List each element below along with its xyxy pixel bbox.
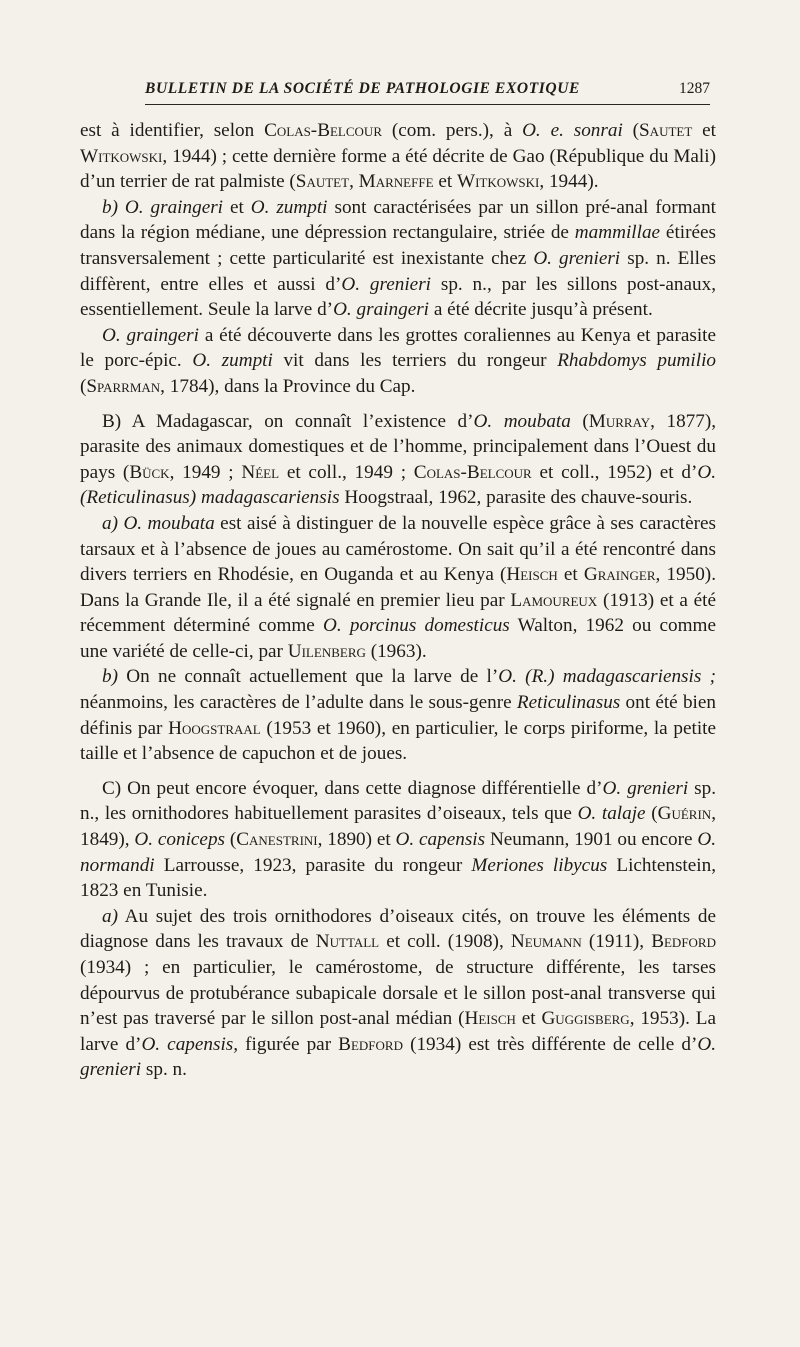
text-run: et	[433, 171, 457, 193]
running-head	[145, 80, 710, 98]
text-run: (1963).	[365, 640, 427, 662]
text-run: , 1949 ;	[169, 461, 242, 483]
text-run: et	[223, 196, 251, 218]
text-run: sp. n., par les sillons post-anaux, essentiellement. Seule la larve d’	[80, 273, 716, 321]
text-run: ont été bien définis par	[80, 692, 716, 739]
text-run: Walton, 1962 ou comme une variété de celle-ci, par	[80, 615, 716, 662]
text-run: Hoogstraal, 1962, parasite des chauve-souris.	[339, 487, 693, 509]
text-run: , 1950). Dans la Grande Ile, il a été signalé en premier lieu par	[80, 564, 716, 611]
author-name: Uilenberg	[287, 640, 366, 662]
text-run: , 1877), parasite des animaux domestiques et de l’homme, principalement dans l’Ouest du pays (	[80, 410, 717, 483]
text-run: figurée par	[238, 1033, 339, 1055]
italic-term: O. (R.) madagascariensis ;	[498, 666, 716, 688]
paragraph	[80, 195, 716, 323]
author-name: Grainger	[583, 564, 656, 586]
italic-term: O. moubata	[473, 410, 571, 432]
author-name: Sautet	[639, 120, 693, 141]
author-name: Guérin	[657, 803, 712, 825]
italic-term: Rhabdomys pumilio	[557, 350, 716, 372]
text-run: , 1784), dans la Province du Cap.	[160, 375, 416, 397]
italic-term: O. normandi	[80, 829, 716, 876]
italic-term: O. coniceps	[134, 829, 226, 851]
italic-term: a) O. moubata	[102, 512, 215, 534]
italic-term: b)	[102, 666, 118, 688]
text-run: (	[80, 375, 87, 397]
text-run: est à identifier, selon	[80, 120, 265, 141]
text-run: Au sujet des trois ornithodores d’oiseaux cités, on trouve les éléments de diagnose dans les travaux de	[80, 905, 716, 953]
text-run: vit dans les terriers du rongeur	[272, 350, 558, 372]
text-run: a été découverte dans les grottes coraliennes au Kenya et parasite le porc-épic.	[80, 324, 717, 372]
italic-term: O. talaje	[577, 803, 646, 825]
author-name: Murray	[588, 410, 651, 432]
author-name: Lamoureux	[510, 589, 598, 611]
text-run: , 1944) ; cette dernière forme a été décrite de Gao (République du Mali) d’un terrier de rat palmiste (	[80, 145, 716, 193]
text-run: (1934) est très différente de celle d’	[402, 1033, 698, 1055]
author-name: Colas-Belcour	[413, 461, 532, 483]
paragraph	[80, 904, 716, 1083]
author-name: Hoogstraal	[168, 717, 261, 739]
text-run: (1911),	[581, 931, 652, 953]
text-run: sont caractérisées par un sillon pré-anal formant dans la région médiane, une dépression rectangulaire, striée de	[80, 196, 717, 244]
journal-title: BULLETIN DE LA SOCIÉTÉ DE PATHOLOGIE EXOTIQUE	[145, 80, 580, 97]
author-name: Sautet	[295, 171, 350, 193]
author-name: Guggisberg	[541, 1008, 630, 1030]
text-run: et	[557, 564, 584, 586]
italic-term: O. e. sonrai	[522, 120, 623, 141]
page-number: 1287	[679, 80, 710, 97]
italic-term: O. zumpti	[250, 196, 328, 218]
italic-term: O. grenieri	[341, 273, 432, 295]
author-name: Bedford	[651, 931, 716, 953]
italic-term: Meriones libycus	[471, 854, 608, 876]
author-name: Nuttall	[315, 931, 380, 953]
text-run: est aisé à distinguer de la nouvelle espèce grâce à ses caractères tarsaux et à l’absence de joues au camérostome. On sait qu’il a été rencontré dans divers terriers en Rhodésie, en Ouganda et au Kenya (	[80, 512, 716, 586]
italic-term: O. porcinus domesticus	[323, 615, 510, 637]
text-run: (1913) et a été récemment déterminé comme	[80, 589, 716, 637]
italic-term: b) O. graingeri	[102, 196, 224, 218]
text-run: et coll., 1952) et d’	[531, 461, 698, 483]
italic-term: a)	[102, 905, 118, 927]
text-run: (	[225, 829, 237, 851]
text-run: (	[622, 120, 640, 141]
text-run: , 1849),	[80, 803, 716, 851]
text-run: Neumann, 1901 ou encore	[485, 829, 698, 851]
text-run: Lichtenstein, 1823 en Tunisie.	[80, 854, 716, 902]
text-run: et coll., 1949 ;	[279, 461, 414, 483]
paragraph	[80, 409, 716, 511]
author-name: Néel	[241, 461, 280, 483]
author-name: Heisch	[464, 1008, 516, 1030]
author-name: Witkowski	[80, 145, 163, 167]
paragraph	[80, 511, 716, 665]
text-run: C) On peut encore évoquer, dans cette diagnose différentielle d’	[102, 777, 603, 799]
italic-term: O. zumpti	[192, 350, 273, 372]
paragraph	[80, 118, 716, 195]
italic-term: O. (Reticulinasus) madagascariensis	[80, 461, 717, 509]
italic-term: O. grenieri	[602, 777, 689, 799]
italic-term: O. capensis,	[141, 1033, 239, 1055]
text-run: B) A Madagascar, on connaît l’existence d’	[102, 410, 474, 432]
text-run: sp. n. Elles diffèrent, entre elles et aussi d’	[80, 247, 716, 295]
italic-term: Reticulinasus	[516, 692, 621, 714]
text-run: sp. n., les ornithodores habituellement parasites d’oiseaux, tels que	[80, 777, 716, 825]
text-run: , 1953). La larve d’	[80, 1008, 716, 1055]
author-name: Neumann	[510, 931, 582, 953]
paragraph	[80, 323, 716, 400]
text-run: , 1944).	[539, 171, 599, 193]
text-run: et	[692, 120, 716, 141]
text-run: (1953 et 1960), en particulier, le corps piriforme, la petite taille et l’absence de capuchon et de joues.	[80, 717, 716, 765]
text-run: (	[570, 410, 589, 432]
text-run: étirées transversalement ; cette particularité est inexistante chez	[80, 222, 716, 269]
italic-term: O. graingeri	[333, 299, 430, 321]
author-name: Marneffe	[358, 171, 434, 193]
italic-term: O. grenieri	[80, 1033, 716, 1081]
author-name: Canestrini	[236, 829, 318, 851]
text-run: , 1890) et	[317, 829, 396, 851]
text-run: On ne connaît actuellement que la larve de l’	[117, 666, 499, 688]
italic-term: mammillae	[574, 222, 661, 244]
text-run: (	[645, 803, 658, 825]
text-run: et	[515, 1008, 542, 1030]
author-name: Sparrman	[86, 375, 161, 397]
text-run: ,	[349, 171, 359, 193]
text-run: (1934) ; en particulier, le camérostome, de structure différente, les tarses dépourvus de protubérance subapicale dorsale et le sillon post-anal transverse qui n’est pas traversé par le sillon post-anal médian (	[80, 957, 716, 1030]
text-run: a été décrite jusqu’à présent.	[429, 299, 653, 321]
text-run: (com. pers.), à	[382, 120, 523, 141]
author-name: Colas-Belcour	[264, 120, 382, 141]
article-body	[80, 118, 716, 1083]
italic-term: O. grenieri	[533, 247, 621, 269]
author-name: Bedford	[338, 1033, 403, 1055]
italic-term: O. graingeri	[102, 324, 199, 346]
italic-term: O. capensis	[395, 829, 486, 851]
author-name: Witkowski	[456, 171, 540, 193]
paragraph	[80, 664, 716, 766]
text-run: sp. n.	[141, 1059, 187, 1081]
text-run: et coll. (1908),	[379, 931, 511, 953]
author-name: Heisch	[506, 564, 558, 586]
header-rule	[145, 104, 710, 105]
author-name: Bück	[129, 461, 170, 483]
text-run: néanmoins, les caractères de l’adulte dans le sous-genre	[80, 692, 517, 714]
text-run: Larrousse, 1923, parasite du rongeur	[154, 854, 472, 876]
paragraph	[80, 776, 716, 904]
